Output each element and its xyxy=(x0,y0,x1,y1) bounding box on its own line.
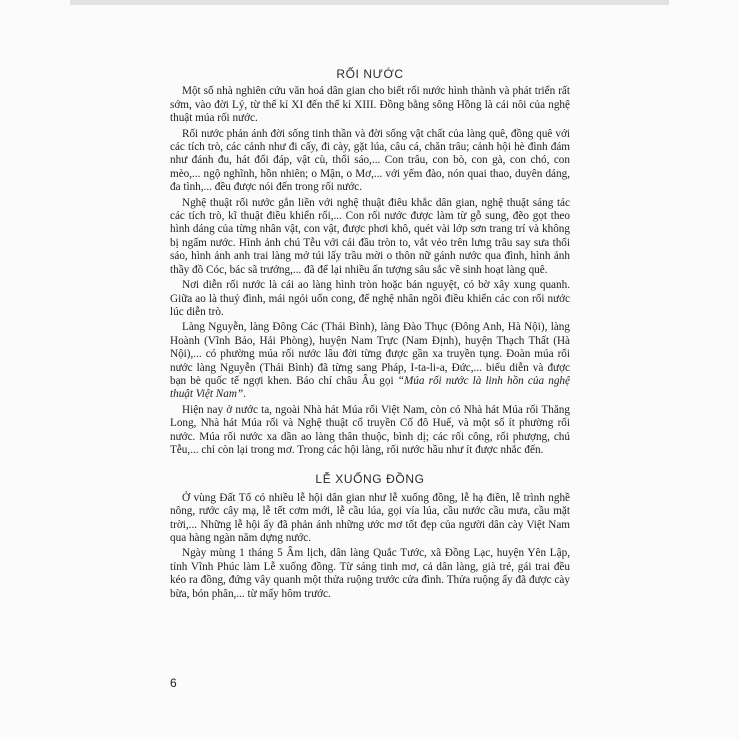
section-title-le-xuong-dong: LỄ XUỐNG ĐỒNG xyxy=(315,472,425,487)
paragraph xyxy=(170,321,570,401)
section-title-roi-nuoc: RỐI NƯỚC xyxy=(336,67,404,81)
paragraph: Nơi diễn rối nước là cái ao làng hình tròn hoặc bán nguyệt, có bờ xây xung quanh. Giữa ao là thuỷ đình, mái ngói uốn cong, để nghệ nhân ngồi điều khiển các con rối nước lúc diễn trò. xyxy=(170,279,570,318)
page-number: 6 xyxy=(170,676,177,690)
paragraph: Rối nước phản ánh đời sống tinh thần và đời sống vật chất của làng quê, đồng quê với các tích trò, các cảnh như đi cấy, đi cày, gặt lúa, câu cá, chăn trâu; cảnh hội hè đình đám như đánh đu, hát đối đáp, vật cù, thổi sáo,... Con trâu, con bò, con gà, con chó, con mèo,... ngộ nghĩnh, hồn nhiên; o Mận, o Mơ,... với yếm đào, nón quai thao, duyên dáng, đa tình,... đều được nói đến trong rối nước. xyxy=(170,127,570,194)
italic-quote: “Múa rối nước là linh hồn của nghệ thuật Việt Nam” xyxy=(170,374,570,401)
top-edge-rule xyxy=(70,0,669,5)
paragraph: Hiện nay ở nước ta, ngoài Nhà hát Múa rối Việt Nam, còn có Nhà hát Múa rối Thăng Long, Nhà hát Múa rối và Nghệ thuật cổ truyền Cố đô Huế, và một số ít phường rối nước. Múa rối nước xa dần ao làng thân thuộc, bình dị; các rối công, rối phượng, chú Tễu,... chỉ còn lại trong mơ. Trong các hội làng, rối nước hầu như ít được nhắc đến. xyxy=(170,403,570,456)
paragraph-text: . xyxy=(243,388,246,401)
paragraph: Nghệ thuật rối nước gắn liền với nghệ thuật điêu khắc dân gian, nghệ thuật sáng tác các tích trò, kĩ thuật điều khiển rối,... Con rối nước được làm từ gỗ sung, đẽo gọt theo hình dáng của từng nhân vật, con vật, được phơi khô, quét vài lớp sơn trang trí và không bị ngấm nước. Hình ảnh chú Tễu với cái đầu tròn to, vắt vẻo trên lưng trâu say sưa thổi sáo, hình ảnh anh trai làng mở túi lấy trầu mời o thôn nữ gánh nước qua đình, hình ảnh thầy đồ Cóc, bác sã trưởng,... đã để lại nhiều ấn tượng sâu sắc về sinh hoạt làng quê. xyxy=(170,196,570,276)
paragraph: Ngày mùng 1 tháng 5 Âm lịch, dân làng Quắc Tước, xã Đồng Lạc, huyện Yên Lập, tỉnh Vĩnh Phúc làm Lễ xuống đồng. Từ sáng tinh mơ, cả dân làng, già trẻ, gái trai đều kéo ra đồng, đứng vây quanh một thửa ruộng trước cửa đình. Thửa ruộng ấy đã được cày bừa, bón phân,... từ mấy hôm trước. xyxy=(170,547,570,600)
page-content xyxy=(170,68,570,603)
paragraph: Ở vùng Đất Tổ có nhiều lễ hội dân gian như lễ xuống đồng, lễ hạ điền, lễ trình nghề nông, rước cây mạ, lễ tết cơm mới, lễ cầu lúa, gọi vía lúa, cầu nước cầu mưa, cầu mặt trời,... Những lễ hội ấy đã phản ánh những ước mơ tốt đẹp của người dân cày Việt Nam qua hàng ngàn năm dựng nước. xyxy=(170,491,570,544)
paragraph-text: Làng Nguyễn, làng Đông Các (Thái Bình), làng Đào Thục (Đông Anh, Hà Nội), làng Hoành (Vĩnh Bảo, Hải Phòng), huyện Nam Trực (Nam Định), huyện Thạch Thất (Hà Nội),... có phường múa rối nước lâu đời từng được gần xa truyền tụng. Đoàn múa rối nước làng Nguyễn (Thái Bình) đã từng sang Pháp, I-ta-li-a, Đức,... biểu diễn và được bạn bè quốc tế ngợi khen. Báo chí châu Âu gọi xyxy=(170,321,570,387)
paragraph: Một số nhà nghiên cứu văn hoá dân gian cho biết rối nước hình thành và phát triển rất sớm, vào đời Lý, từ thế kỉ XI đến thế kỉ XIII. Đồng bằng sông Hồng là cái nôi của nghệ thuật múa rối nước. xyxy=(170,85,570,125)
